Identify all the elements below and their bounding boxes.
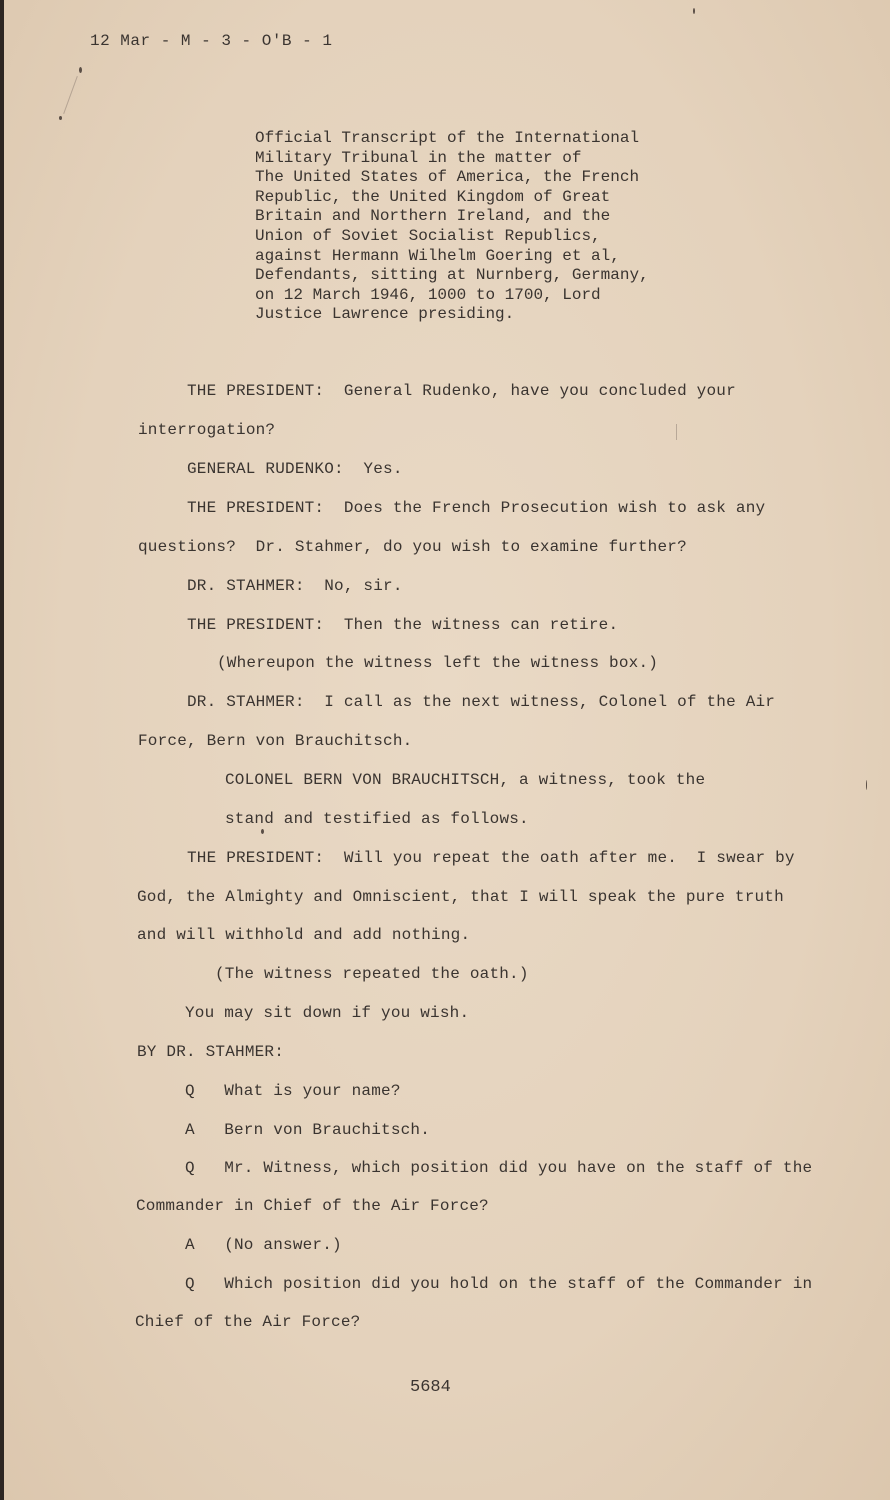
caption-line: Military Tribunal in the matter of [255,148,582,167]
transcript-reference-code: 12 Mar - M - 3 - O'B - 1 [90,32,333,50]
transcript-line: Q What is your name? [185,1082,401,1100]
page-edge-shadow [0,0,4,1500]
transcript-line: DR. STAHMER: No, sir. [187,577,403,595]
transcript-line: Chief of the Air Force? [135,1313,361,1331]
transcript-line: THE PRESIDENT: Will you repeat the oath after me. I swear by [187,849,795,867]
paper-mark [676,424,677,440]
caption-line: Republic, the United Kingdom of Great [255,187,611,206]
transcript-line: God, the Almighty and Omniscient, that I will speak the pure truth [137,888,784,906]
caption-line: The United States of America, the French [255,168,640,187]
caption-line: Defendants, sitting at Nurnberg, Germany, [255,266,649,285]
page-number: 5684 [410,1378,451,1397]
transcript-line: THE PRESIDENT: General Rudenko, have you concluded your [187,382,736,400]
transcript-line: Q Mr. Witness, which position did you have on the staff of the [185,1159,813,1177]
caption-line: on 12 March 1946, 1000 to 1700, Lord [255,285,601,304]
paper-speck [59,116,62,120]
paper-mark [63,76,78,114]
caption-line: Justice Lawrence presiding. [255,305,515,324]
transcript-line: A (No answer.) [185,1236,342,1254]
transcript-line: Force, Bern von Brauchitsch. [138,732,413,750]
transcript-line: (Whereupon the witness left the witness box.) [217,654,659,672]
transcript-line: COLONEL BERN VON BRAUCHITSCH, a witness, took the [225,771,706,789]
caption-line: Britain and Northern Ireland, and the [255,207,611,226]
transcript-line: BY DR. STAHMER: [137,1043,285,1061]
paper-speck [693,8,695,14]
transcript-line: Commander in Chief of the Air Force? [136,1197,489,1215]
transcript-caption [255,129,675,325]
transcript-line: stand and testified as follows. [225,810,529,828]
transcript-line: questions? Dr. Stahmer, do you wish to examine further? [138,538,687,556]
transcript-line: Q Which position did you hold on the staff of the Commander in [185,1275,813,1293]
transcript-line: THE PRESIDENT: Then the witness can retire. [187,616,619,634]
transcript-line: A Bern von Brauchitsch. [185,1121,431,1139]
paper-speck [866,780,867,790]
caption-line: Union of Soviet Socialist Republics, [255,226,601,245]
paper-speck [261,829,264,834]
transcript-line: THE PRESIDENT: Does the French Prosecution wish to ask any [187,499,766,517]
transcript-line: DR. STAHMER: I call as the next witness, Colonel of the Air [187,693,776,711]
transcript-line: (The witness repeated the oath.) [215,965,529,983]
transcript-line: and will withhold and add nothing. [137,926,471,944]
transcript-line: interrogation? [138,421,276,439]
transcript-line: GENERAL RUDENKO: Yes. [187,460,403,478]
paper-speck [79,67,82,73]
caption-line: Official Transcript of the International [255,129,640,147]
transcript-line: You may sit down if you wish. [185,1004,470,1022]
caption-line: against Hermann Wilhelm Goering et al, [255,246,620,265]
